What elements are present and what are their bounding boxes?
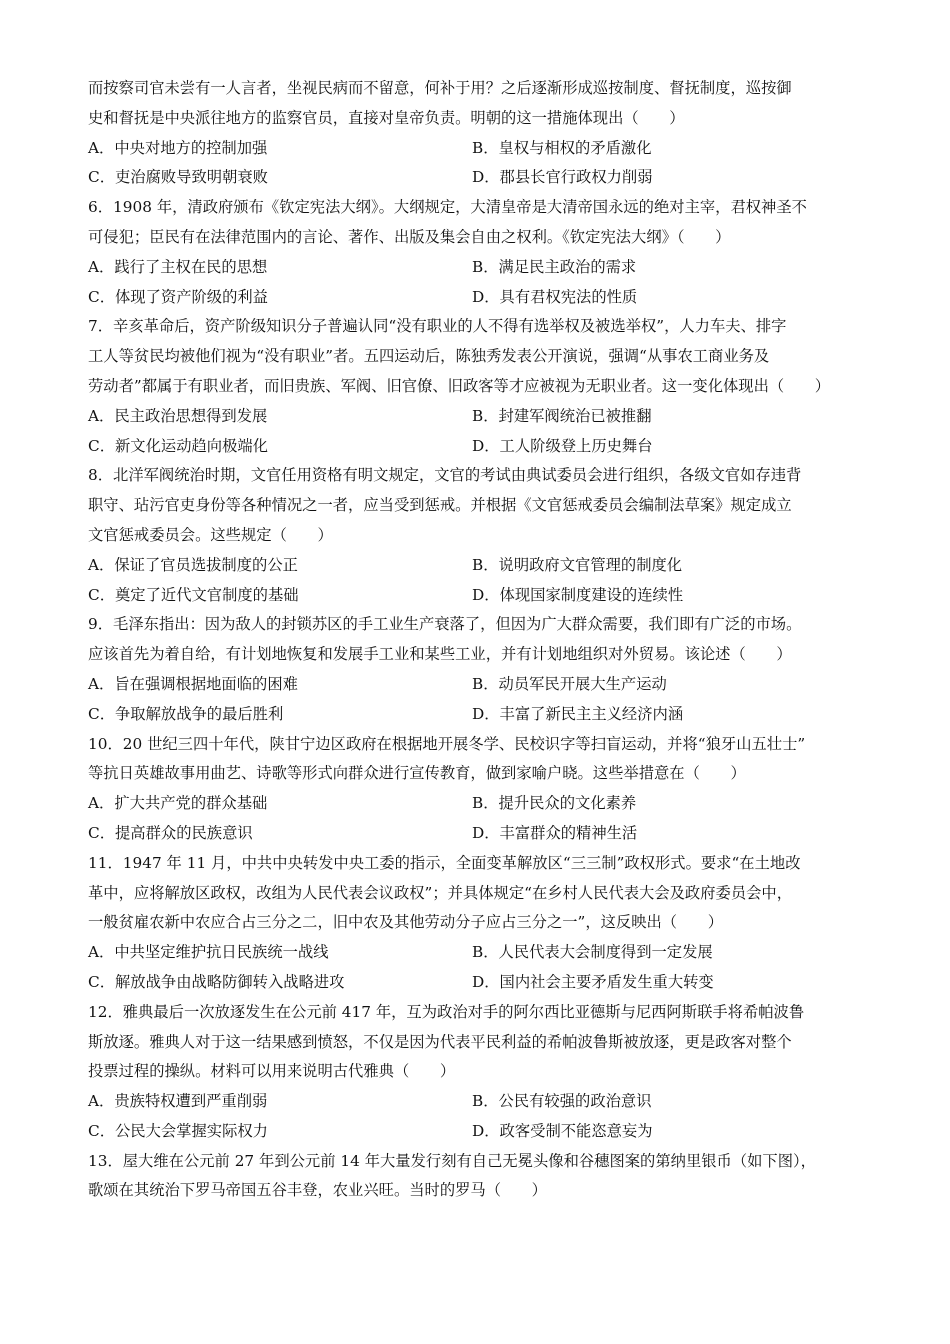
- question-text-line: 等抗日英雄故事用曲艺、诗歌等形式向群众进行宣传教育，做到家喻户晓。这些举措意在（ ）: [88, 764, 746, 783]
- option-d: D．政客受制不能恣意妄为: [472, 1121, 653, 1140]
- option-d: D．体现国家制度建设的连续性: [472, 585, 684, 604]
- option-a: A．贵族特权遭到严重削弱: [88, 1092, 268, 1111]
- option-b: B．提升民众的文化素养: [472, 794, 637, 813]
- option-row: [88, 402, 872, 432]
- option-c: C．提高群众的民族意识: [88, 823, 253, 842]
- option-row: [88, 253, 872, 283]
- option-d: D．郡县长官行政权力削弱: [472, 168, 653, 187]
- question-text-line: 7．辛亥革命后，资产阶级知识分子普遍认同“没有职业的人不得有选举权及被选举权”，人力车夫、排字: [88, 317, 787, 336]
- option-row: [88, 163, 872, 193]
- option-b: B．皇权与相权的矛盾激化: [472, 138, 652, 157]
- option-b: B．公民有较强的政治意识: [472, 1092, 652, 1111]
- question-text-line: 投票过程的操纵。材料可以用来说明古代雅典（ ）: [88, 1062, 456, 1081]
- question-text-line: 文官惩戒委员会。这些规定（ ）: [88, 525, 333, 544]
- option-row: [88, 581, 872, 611]
- question-text-line: 12．雅典最后一次放逐发生在公元前 417 年，互为政治对手的阿尔西比亚德斯与尼西阿斯联手将希帕波鲁: [88, 1002, 805, 1021]
- option-d: D．丰富了新民主主义经济内涵: [472, 704, 684, 723]
- option-row: [88, 938, 872, 968]
- option-b: B．动员军民开展大生产运动: [472, 674, 667, 693]
- question-text-line: 而按察司官未尝有一人言者，坐视民病而不留意，何补于用？之后逐渐形成巡按制度、督抚制度，巡按御: [88, 79, 792, 97]
- question-text-line: 史和督抚是中央派往地方的监察官员，直接对皇帝负责。明朝的这一措施体现出（ ）: [88, 108, 685, 127]
- question-9: [88, 610, 872, 729]
- option-b: B．说明政府文官管理的制度化: [472, 555, 683, 574]
- question-text-line: 职守、玷污官吏身份等各种情况之一者，应当受到惩戒。并根据《文官惩戒委员会编制法草案》规定成立: [88, 496, 792, 515]
- question-13: [88, 1147, 872, 1207]
- option-c: C．吏治腐败导致明朝衰败: [88, 168, 268, 187]
- question-11: [88, 849, 872, 998]
- question-text-line: 斯放逐。雅典人对于这一结果感到愤怒，不仅是因为代表平民利益的希帕波鲁斯被放逐，更是政客对整个: [88, 1032, 792, 1051]
- option-row: [88, 670, 872, 700]
- question-text-line: 11．1947 年 11 月，中共中央转发中央工委的指示，全面变革解放区“三三制”政权形式。要求“在土地改: [88, 853, 801, 872]
- question-6: [88, 193, 872, 312]
- option-d: D．国内社会主要矛盾发生重大转变: [472, 972, 714, 991]
- question-text-line: 工人等贫民均被他们视为“没有职业”者。五四运动后，陈独秀发表公开演说，强调“从事农工商业务及: [88, 347, 770, 366]
- question-text-line: 8．北洋军阀统治时期，文官任用资格有明文规定，文官的考试由典试委员会进行组织，各级文官如存违背: [88, 466, 802, 485]
- option-row: [88, 1087, 872, 1117]
- option-a: A．民主政治思想得到发展: [88, 406, 268, 425]
- option-c: C．新文化运动趋向极端化: [88, 436, 268, 455]
- option-a: A．中共坚定维护抗日民族统一战线: [88, 943, 329, 962]
- option-row: [88, 700, 872, 730]
- question-text-line: 革中，应将解放区政权，改组为人民代表会议政权”；并具体规定“在乡村人民代表大会及政府委员会中，: [88, 883, 793, 902]
- option-row: [88, 1117, 872, 1147]
- question-text-line: 9．毛泽东指出：因为敌人的封锁苏区的手工业生产衰落了，但因为广大群众需要，我们即有广泛的市场。: [88, 615, 802, 634]
- option-a: A．践行了主权在民的思想: [88, 257, 268, 276]
- option-b: B．封建军阀统治已被推翻: [472, 406, 652, 425]
- option-a: A．扩大共产党的群众基础: [88, 794, 268, 813]
- option-c: C．体现了资产阶级的利益: [88, 287, 268, 306]
- question-text-line: 10．20 世纪三四十年代，陕甘宁边区政府在根据地开展冬学、民校识字等扫盲运动，并将“狼牙山五壮士”: [88, 734, 806, 753]
- option-a: A．中央对地方的控制加强: [88, 138, 268, 157]
- option-d: D．工人阶级登上历史舞台: [472, 436, 653, 455]
- question-12: [88, 998, 872, 1147]
- question-5-continuation: [88, 74, 872, 193]
- option-row: [88, 134, 872, 164]
- option-d: D．具有君权宪法的性质: [472, 287, 638, 306]
- option-b: B．满足民主政治的需求: [472, 257, 637, 276]
- option-b: B．人民代表大会制度得到一定发展: [472, 943, 713, 962]
- option-row: [88, 551, 872, 581]
- option-row: [88, 432, 872, 462]
- question-text-line: 一般贫雇农新中农应合占三分之二，旧中农及其他劳动分子应占三分之一”，这反映出（ ）: [88, 913, 723, 932]
- option-row: [88, 819, 872, 849]
- question-text-line: 劳动者”都属于有职业者，而旧贵族、军阀、旧官僚、旧政客等才应被视为无职业者。这一变化体现出（ ）: [88, 376, 831, 395]
- question-text-line: 可侵犯；臣民有在法律范围内的言论、著作、出版及集会自由之权利。《钦定宪法大纲》（ ）: [88, 227, 731, 246]
- option-c: C．解放战争由战略防御转入战略进攻: [88, 972, 345, 991]
- option-row: [88, 968, 872, 998]
- question-text-line: 应该首先为着自给，有计划地恢复和发展手工业和某些工业，并有计划地组织对外贸易。该论述（ ）: [88, 645, 792, 664]
- question-8: [88, 461, 872, 610]
- option-a: A．保证了官员选拔制度的公正: [88, 555, 298, 574]
- question-10: [88, 730, 872, 849]
- question-text-line: 歌颂在其统治下罗马帝国五谷丰登，农业兴旺。当时的罗马（ ）: [88, 1181, 547, 1200]
- option-row: [88, 283, 872, 313]
- option-row: [88, 789, 872, 819]
- option-c: C．争取解放战争的最后胜利: [88, 704, 284, 723]
- option-c: C．奠定了近代文官制度的基础: [88, 585, 299, 604]
- question-text-line: 13．屋大维在公元前 27 年到公元前 14 年大量发行刻有自己无冕头像和谷穗图案的第纳里银币（如下图），: [88, 1151, 816, 1170]
- option-d: D．丰富群众的精神生活: [472, 823, 638, 842]
- question-text-line: 6．1908 年，清政府颁布《钦定宪法大纲》。大纲规定，大清皇帝是大清帝国永远的绝对主宰，君权神圣不: [88, 198, 807, 217]
- option-a: A．旨在强调根据地面临的困难: [88, 674, 298, 693]
- question-7: [88, 312, 872, 461]
- option-c: C．公民大会掌握实际权力: [88, 1121, 268, 1140]
